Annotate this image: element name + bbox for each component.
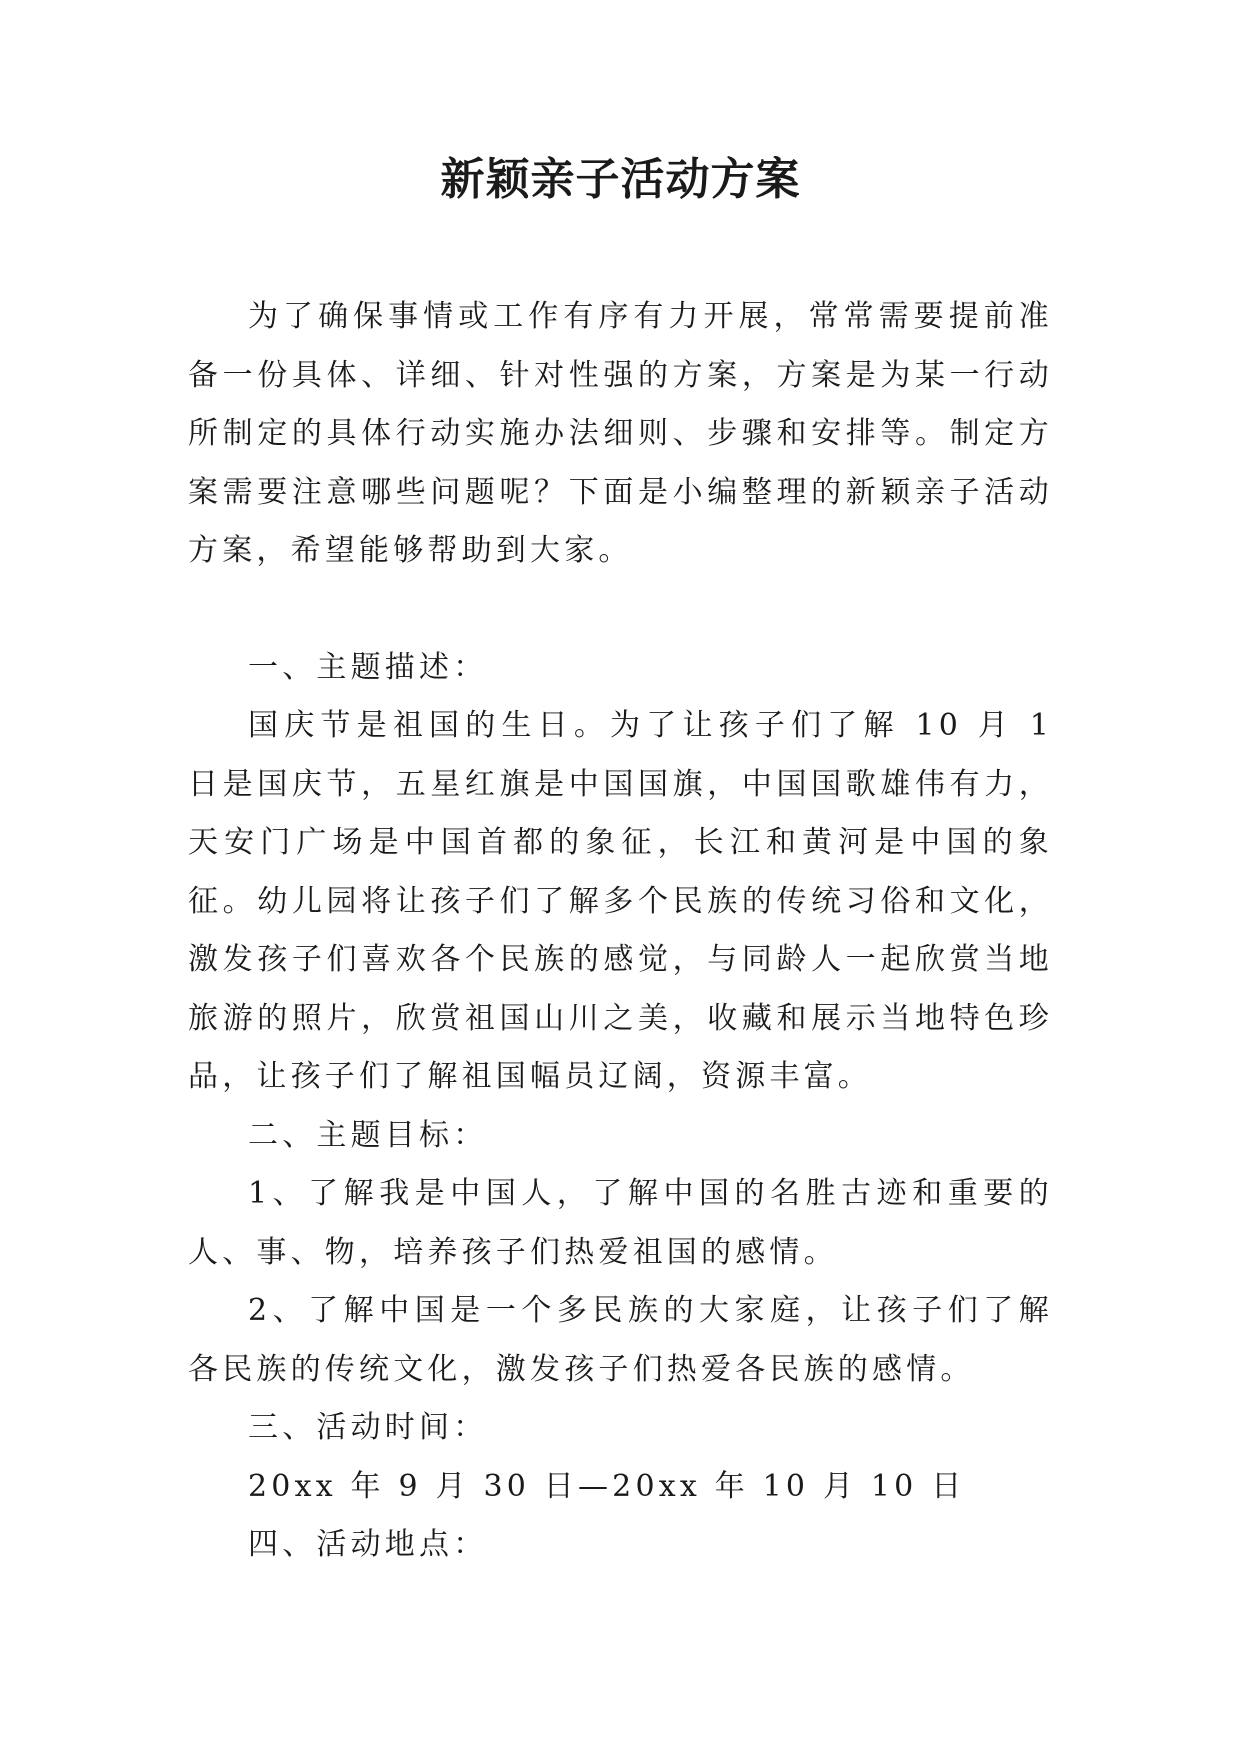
section-heading-theme-description: 一、主题描述： — [248, 649, 488, 685]
intro-paragraph: 为了确保事情或工作有序有力开展，常常需要提前准备一份具体、详细、针对性强的方案，方案是为某一行动所制定的具体行动实施办法细则、步骤和安排等。制定方案需要注意哪些问题呢？下面是小编整理的新颖亲子活动方案，希望能够帮助到大家。 — [188, 299, 1053, 568]
section-heading-activity-location: 四、活动地点： — [248, 1527, 488, 1562]
document-body — [188, 288, 1053, 1575]
document-title: 新颖亲子活动方案 — [440, 154, 801, 205]
goal-item-2: 2、了解中国是一个多民族的大家庭，让孩子们了解各民族的传统文化，激发孩子们热爱各民族的感情。 — [188, 1293, 1053, 1387]
goal-item-1: 1、了解我是中国人，了解中国的名胜古迹和重要的人、事、物，培养孩子们热爱祖国的感情。 — [188, 1176, 1053, 1270]
theme-description-paragraph: 国庆节是祖国的生日。为了让孩子们了解 10 月 1 日是国庆节，五星红旗是中国国旗，中国国歌雄伟有力，天安门广场是中国首都的象征，长江和黄河是中国的象征。幼儿园将让孩子们了解多个民族的传统习俗和文化，激发孩子们喜欢各个民族的感觉，与同龄人一起欣赏当地旅游的照片，欣赏祖国山川之美，收藏和展示当地特色珍品，让孩子们了解祖国幅员辽阔，资源丰富。 — [188, 708, 1053, 1094]
section-heading-theme-goals: 二、主题目标： — [248, 1117, 488, 1153]
activity-time-value: 20xx 年 9 月 30 日—20xx 年 10 月 10 日 — [248, 1468, 966, 1504]
section-heading-activity-time: 三、活动时间： — [248, 1410, 488, 1445]
